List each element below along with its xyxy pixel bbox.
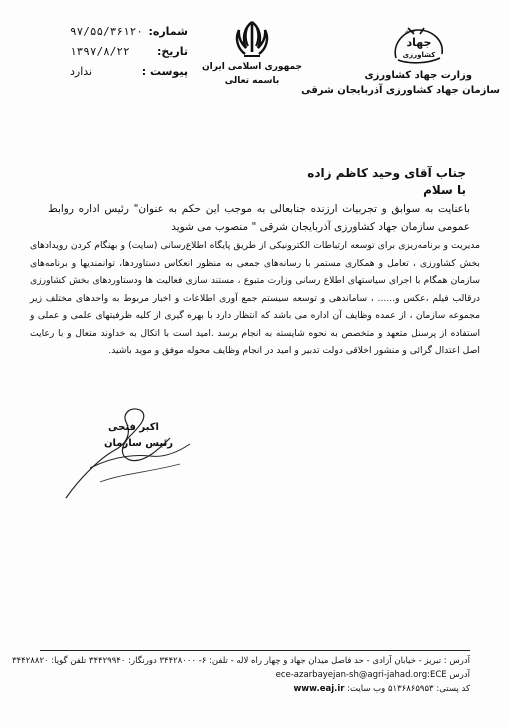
date-row	[70, 42, 188, 62]
footer-postal: کد پستی: ۵۱۳۶۸۶۵۹۵۳ وب سایت:	[347, 684, 470, 694]
signer-title: رئیس سازمان	[104, 438, 174, 449]
logo-ribbon: تحقیق	[404, 28, 416, 33]
number-row	[70, 22, 188, 42]
date-value: ۱۳۹۷/۸/۲۲	[70, 45, 130, 58]
basmala-text: باسمه تعالی	[224, 76, 280, 86]
organization-caption	[300, 68, 500, 98]
footer-website[interactable]: www.eaj.ir	[293, 684, 345, 694]
iran-emblem-icon	[232, 18, 272, 60]
footer-divider	[40, 650, 470, 651]
republic-text: جمهوری اسلامی ایران	[201, 62, 303, 72]
logo-text-top: جهاد	[406, 36, 432, 49]
logo-text-bottom: کشاورزی	[402, 51, 436, 59]
footer-email[interactable]: ece-azarbayejan-sh@agri-jahad.org:ECE	[275, 670, 447, 680]
attachment-row	[70, 62, 188, 82]
date-label: تاریخ:	[156, 45, 188, 58]
footer-postal-row	[40, 682, 470, 696]
footer	[12, 654, 470, 696]
footer-address-label: آدرس	[449, 670, 470, 680]
number-value: ۹۷/۵۵/۳۶۱۲۰	[70, 25, 143, 38]
footer-address: آدرس : تبریز - خیابان آزادی - حد فاصل میدان جهاد و چهار راه لاله - تلفن: ۶- ۳۴۴۲۸۰۰۰ دورنگار: ۳۴۴۲۹۹۴۰ تلفن گویا: ۳۴۴۲۸۸۲۰	[12, 656, 470, 666]
emblem-caption	[200, 60, 304, 88]
ministry-text: وزارت جهاد کشاورزی	[364, 70, 472, 81]
organization-text: سازمان جهاد کشاورزی آذربایجان شرقی	[301, 85, 500, 96]
number-label: شماره:	[148, 25, 188, 38]
handwritten-signature-icon	[60, 398, 210, 508]
paragraph-appointment: باعنایت به سوابق و تجربیات ارزنده جنابعالی به موجب این حکم به عنوان" رئیس اداره روابط عمومی سازمان جهاد کشاورزی آذربایجان شرقی " منصوب می شوید	[48, 203, 470, 233]
attachment-label: پیوست :	[141, 65, 188, 78]
attachment-value: ندارد	[70, 65, 93, 78]
signer-name: اکبر فتحی	[108, 422, 159, 433]
addressee: جناب آقای وحید کاظم زاده	[307, 166, 466, 180]
salutation: با سلام	[423, 183, 466, 197]
footer-email-row	[40, 668, 470, 682]
jahad-logo-icon	[388, 24, 450, 68]
paragraph-duties: مدیریت و برنامه‌ریزی برای توسعه ارتباطات الکترونیکی از طریق پایگاه اطلاع‌رسانی (سایت) و بهنگام کردن رویدادهای بخش کشاورزی ، تعامل و همکاری مستمر با رسانه‌های جمعی به منظور انعکاس دستاوردها، توانمندیها و برنامه‌های سازمان همگام با اجرای سیاستهای اطلاع رسانی وزارت متبوع ، مستند سازی فعالیت ها ودستاوردهای بخش کشاورزی درقالب فیلم ،عکس و...... ، ساماندهی و توسعه سیستم جمع آوری اطلاعات و اخبار مربوط به واحدهای مختلف زیر مجموعه سازمان ، از عمده وظایف آن اداره می باشد که انتظار دارد با بهره گیری از کلیه ظرفیتهای علمی و عملی و استفاده از پرسنل متعهد و متخصص به نحوه شایسته به انجام برسد .امید است با اتکال به خداوند متعال و با رعایت اصل اعتدال گرائی و منشور اخلاقی دولت تدبیر و امید در انجام وظایف محوله موفق و موید باشید.	[30, 240, 480, 356]
reference-block	[70, 22, 188, 82]
